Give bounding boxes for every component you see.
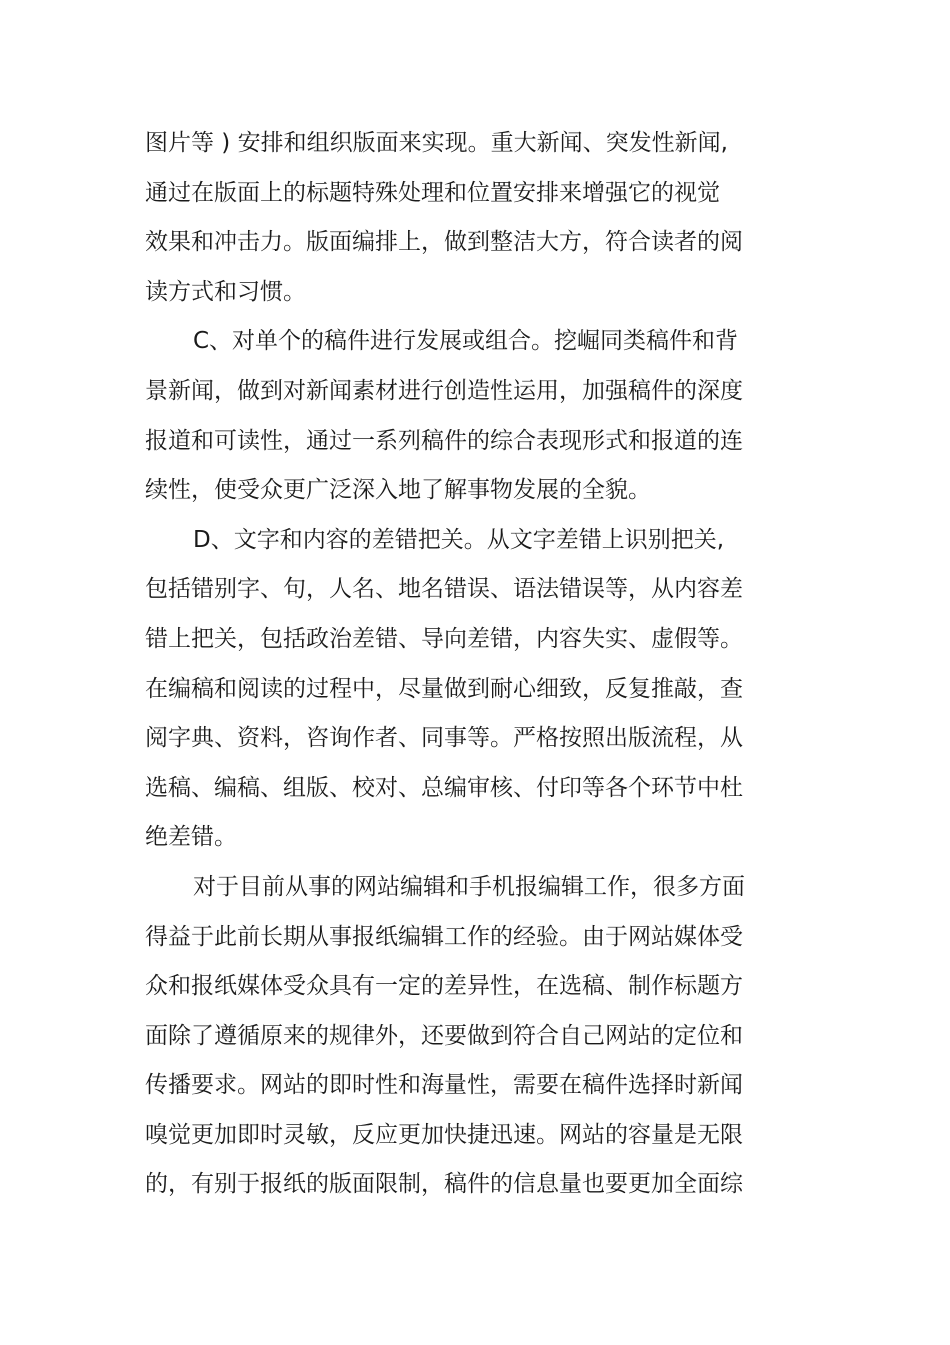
text-line: 对于目前从事的网站编辑和手机报编辑工作，很多方面 (193, 873, 745, 900)
text-line: 面除了遵循原来的规律外，还要做到符合自己网站的定位和 (145, 1022, 743, 1049)
text-line: 在编稿和阅读的过程中，尽量做到耐心细致，反复推敲，查 (145, 675, 743, 702)
paragraph-2 (145, 317, 745, 515)
text-line: 效果和冲击力。版面编排上，做到整洁大方，符合读者的阅 (145, 229, 743, 256)
text-line: 图片等 ) 安排和组织版面来实现。重大新闻、突发性新闻, (145, 130, 728, 156)
text-line: 包括错别字、句，人名、地名错误、语法错误等，从内容差 (145, 576, 743, 603)
paragraph-3 (145, 516, 745, 863)
text-line: 报道和可读性，通过一系列稿件的综合表现形式和报道的连 (145, 427, 743, 454)
text-line: 错上把关，包括政治差错、导向差错，内容失实、虚假等。 (145, 625, 743, 652)
text-line: 景新闻，做到对新闻素材进行创造性运用，加强稿件的深度 (145, 377, 743, 404)
text-line: 的，有别于报纸的版面限制，稿件的信息量也要更加全面综 (145, 1171, 743, 1198)
text-line: 读方式和习惯。 (145, 278, 306, 305)
text-line: 众和报纸媒体受众具有一定的差异性，在选稿、制作标题方 (145, 973, 743, 1000)
text-line: 续性，使受众更广泛深入地了解事物发展的全貌。 (145, 477, 651, 504)
paragraph-1 (145, 119, 745, 317)
text-line: 阅字典、资料，咨询作者、同事等。严格按照出版流程，从 (145, 725, 743, 752)
text-line: 嗅觉更加即时灵敏，反应更加快捷迅速。网站的容量是无限 (145, 1121, 743, 1148)
text-line: C、对单个的稿件进行发展或组合。挖崛同类稿件和背 (193, 328, 739, 355)
text-line: 选稿、编稿、组版、校对、总编审核、付印等各个环节中杜 (145, 774, 743, 801)
text-line: 绝差错。 (145, 824, 237, 851)
text-line: 传播要求。网站的即时性和海量性，需要在稿件选择时新闻 (145, 1072, 743, 1099)
text-line: 得益于此前长期从事报纸编辑工作的经验。由于网站媒体受 (145, 923, 743, 950)
text-line: D、文字和内容的差错把关。从文字差错上识别把关, (193, 526, 725, 553)
body-text (145, 119, 745, 1210)
text-line: 通过在版面上的标题特殊处理和位置安排来增强它的视觉 (145, 179, 720, 206)
paragraph-4 (145, 863, 745, 1210)
